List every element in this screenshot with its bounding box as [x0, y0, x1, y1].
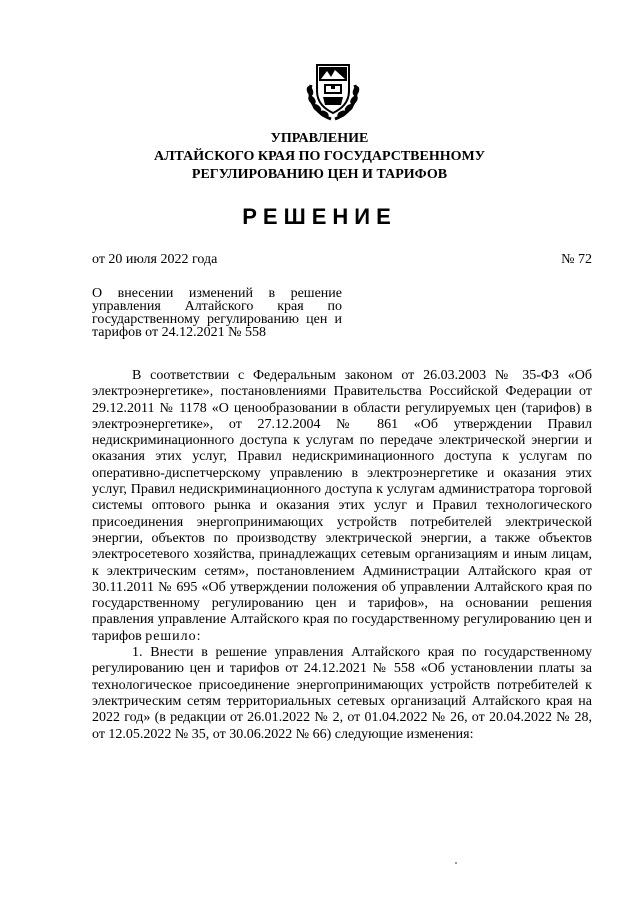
preamble-paragraph: В соответствии с Федеральным законом от 26.03.2003 № 35-ФЗ «Об электроэнергетике», постановлениями Правительства Российской Федерации от 29.12.2011 № 1178 «О ценообразовании в области регулируемых цен (тарифов) в электроэнергетике», от 27.12.2004 № 861 «Об утверждении Правил недискриминационного доступа к услугам по передаче электрической энергии и оказания этих услуг, Правил недискриминационного доступа к услугам по оперативно-диспетчерскому управлению в электроэнергетике и оказания этих услуг, Правил недискриминационного доступа к услугам администратора торговой системы оптового рынка и оказания этих услуг и Правил технологического присоединения энергопринимающих устройств потребителей электрической энергии, объектов по производству электрической энергии, а также объектов электросетевого хозяйства, принадлежащих сетевым организациям и иным лицам, к электрическим сетям», постановлением Администрации Алтайского края от 30.11.2011 № 695 «Об утверждении положения об управлении Алтайского края по государственному регулированию цен и тарифов», на основании решения правления управление Алтайского края по государственному регулированию цен и тарифов решило:	[92, 368, 592, 644]
preamble-text: В соответствии с Федеральным законом от 26.03.2003 № 35-ФЗ «Об электроэнергетике», постановлениями Правительства Российской Федерации от 29.12.2011 № 1178 «О ценообразовании в области регулируемых цен (тарифов) в электроэнергетике», от 27.12.2004 № 861 «Об утверждении Правил недискриминационного доступа к услугам по передаче электрической энергии и оказания этих услуг, Правил недискриминационного доступа к услугам по оперативно-диспетчерскому управлению в электроэнергетике и оказания этих услуг, Правил недискриминационного доступа к услугам администратора торговой системы оптового рынка и оказания этих услуг и Правил технологического присоединения энергопринимающих устройств потребителей электрической энергии, объектов по производству электрической энергии, а также объектов электросетевого хозяйства, принадлежащих сетевым организациям и иным лицам, к электрическим сетям», постановлением Администрации Алтайского края от 30.11.2011 № 695 «Об утверждении положения об управлении Алтайского края по государственному регулированию цен и тарифов», на основании решения правления управление Алтайского края по государственному регулированию цен и тарифов	[92, 368, 592, 644]
document-number: № 72	[561, 252, 592, 267]
document-body	[92, 368, 592, 743]
resolution-verb: решило	[145, 628, 197, 644]
scan-speck	[455, 862, 457, 864]
document-date: от 20 июля 2022 года	[92, 252, 218, 267]
coat-of-arms-icon	[297, 55, 369, 125]
agency-name	[0, 130, 639, 184]
clause-1-paragraph: 1. Внести в решение управления Алтайского края по государственному регулированию цен и тарифов от 24.12.2021 № 558 «Об установлении платы за технологическое присоединение энергопринимающих устройств потребителей к электрическим сетям территориальных сетевых организаций Алтайского края на 2022 год» (в редакции от 26.01.2022 № 2, от 01.04.2022 № 26, от 20.04.2022 № 28, от 12.05.2022 № 35, от 30.06.2022 № 66) следующие изменения:	[92, 645, 592, 742]
document-type-title: РЕШЕНИЕ	[242, 204, 397, 229]
agency-line: УПРАВЛЕНИЕ	[270, 131, 369, 146]
document-subject: О внесении изменений в решение управления Алтайского края по государственному регулированию цен и тарифов от 24.12.2021 № 558	[92, 286, 342, 340]
agency-line: РЕГУЛИРОВАНИЮ ЦЕН И ТАРИФОВ	[191, 167, 448, 182]
agency-line: АЛТАЙСКОГО КРАЯ ПО ГОСУДАРСТВЕННОМУ	[154, 149, 485, 164]
